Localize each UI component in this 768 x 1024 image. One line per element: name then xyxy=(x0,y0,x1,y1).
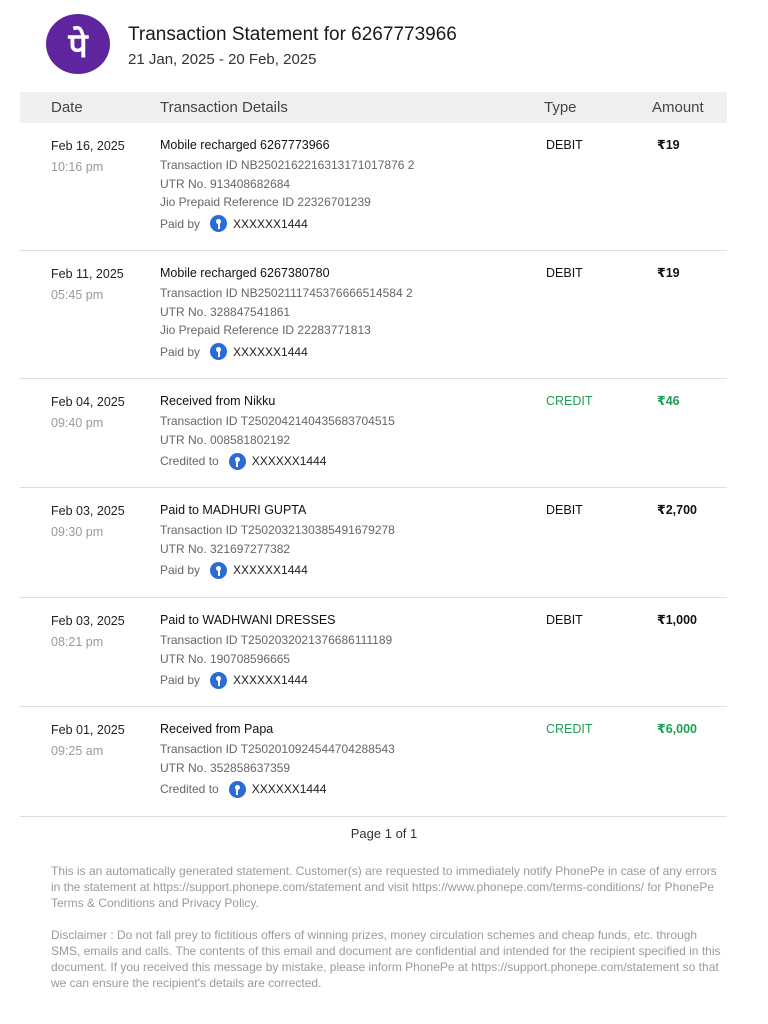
transaction-type: CREDIT xyxy=(546,394,593,408)
transaction-detail-line: UTR No. 321697277382 xyxy=(160,541,291,556)
transaction-date: Feb 16, 2025 xyxy=(51,139,125,153)
column-header-amount: Amount xyxy=(652,99,704,116)
transaction-time: 09:25 am xyxy=(51,744,104,758)
bank-icon xyxy=(210,215,227,232)
transaction-detail-line: Transaction ID NB2502162216313171017876 2 xyxy=(160,158,415,172)
transaction-detail-line: UTR No. 913408682684 xyxy=(160,176,291,191)
transaction-title: Mobile recharged 6267380780 xyxy=(160,266,330,280)
statement-notice: This is an automatically generated statement. Customer(s) are requested to immediately notify PhonePe in case of any errors in the statement at https://support.phonepe.com/statement and visit https://www.phonepe.com/terms-conditions/ for PhonePe Terms & Conditions and Privacy Policy. xyxy=(51,864,717,910)
payment-account-label: Credited to xyxy=(160,454,219,468)
fraud-disclaimer: Disclaimer : Do not fall prey to fictitious offers of winning prizes, money circulation schemes and cheap funds, etc. through SMS, emails and calls. The contents of this email and document are confidential and intended for the recipient specified in this document. If you received this message by mistake, please inform PhonePe at https://support.phonepe.com/statement so that we can ensure the recipient's details are corrected. xyxy=(51,928,721,990)
payment-account xyxy=(160,451,395,471)
transaction-title: Received from Papa xyxy=(160,722,274,736)
transaction-detail-line: Transaction ID T2502010924544704288543 xyxy=(160,742,395,756)
column-header-date: Date xyxy=(51,99,83,116)
payment-account-label: Paid by xyxy=(160,344,201,359)
transaction-row xyxy=(20,379,727,488)
payment-account xyxy=(160,670,392,690)
transaction-amount: ₹6,000 xyxy=(657,722,697,736)
account-number: XXXXXX1444 xyxy=(251,782,327,796)
bank-icon xyxy=(229,781,246,798)
transaction-row xyxy=(20,707,727,817)
transaction-type: DEBIT xyxy=(546,138,583,152)
transaction-type: DEBIT xyxy=(546,266,583,280)
transaction-amount: ₹1,000 xyxy=(657,613,697,627)
transaction-amount: ₹19 xyxy=(657,138,680,152)
account-number: XXXXXX1444 xyxy=(233,216,308,231)
transaction-row xyxy=(20,598,727,707)
transaction-row xyxy=(20,123,727,251)
account-number: XXXXXX1444 xyxy=(233,563,308,577)
transaction-date: Feb 03, 2025 xyxy=(51,504,125,518)
transaction-detail-line: UTR No. 008581802192 xyxy=(160,432,291,447)
transaction-title: Received from Nikku xyxy=(160,394,276,408)
transaction-detail-line: Transaction ID T2502032130385491679278 xyxy=(160,523,395,537)
payment-account xyxy=(160,214,414,234)
transaction-date: Feb 11, 2025 xyxy=(51,267,124,281)
column-header-details: Transaction Details xyxy=(160,99,288,116)
payment-account xyxy=(160,560,395,580)
bank-icon xyxy=(210,562,227,579)
transaction-list xyxy=(20,123,727,817)
page-indicator: Page 1 of 1 xyxy=(350,826,418,841)
transaction-detail-line: UTR No. 352858637359 xyxy=(160,760,291,775)
title-block xyxy=(128,19,457,70)
transaction-detail-line: Transaction ID T2502032021376686111189 xyxy=(160,633,393,647)
transaction-time: 09:40 pm xyxy=(51,416,104,430)
bank-icon xyxy=(229,453,246,470)
transaction-amount: ₹2,700 xyxy=(657,503,697,517)
bank-icon xyxy=(210,672,227,689)
account-number: XXXXXX1444 xyxy=(233,673,308,687)
statement-header xyxy=(46,14,457,74)
transaction-type: CREDIT xyxy=(546,722,593,736)
account-number: XXXXXX1444 xyxy=(233,344,308,359)
payment-account-label: Paid by xyxy=(160,673,201,687)
transaction-amount: ₹19 xyxy=(657,266,680,280)
transaction-details xyxy=(160,393,395,471)
phonepe-logo-icon: पे xyxy=(46,14,110,74)
table-header xyxy=(20,92,727,123)
column-header-type: Type xyxy=(544,99,577,116)
payment-account-label: Paid by xyxy=(160,216,201,231)
transaction-details xyxy=(160,502,395,580)
transaction-time: 08:21 pm xyxy=(51,635,104,649)
transaction-detail-line: UTR No. 190708596665 xyxy=(160,651,291,666)
payment-account xyxy=(160,342,413,362)
payment-account-label: Paid by xyxy=(160,563,201,577)
transaction-time: 09:30 pm xyxy=(51,525,104,539)
transaction-amount: ₹46 xyxy=(657,394,680,408)
statement-date-range: 21 Jan, 2025 - 20 Feb, 2025 xyxy=(128,50,317,68)
payment-account xyxy=(160,779,395,799)
transaction-details xyxy=(160,265,413,362)
transaction-details xyxy=(160,721,395,799)
transaction-details xyxy=(160,612,392,690)
bank-icon xyxy=(210,343,227,360)
transaction-detail-line: UTR No. 328847541861 xyxy=(160,304,291,319)
account-number: XXXXXX1444 xyxy=(251,454,327,468)
transaction-detail-line: Jio Prepaid Reference ID 22326701239 xyxy=(160,195,371,209)
transaction-date: Feb 03, 2025 xyxy=(51,614,125,628)
transaction-row xyxy=(20,251,727,379)
transaction-time: 05:45 pm xyxy=(51,288,104,302)
transaction-type: DEBIT xyxy=(546,503,583,517)
transaction-detail-line: Transaction ID T2502042140435683704515 xyxy=(160,414,395,428)
transaction-detail-line: Transaction ID NB2502111745376666514584 2 xyxy=(160,286,413,300)
transaction-date: Feb 01, 2025 xyxy=(51,723,125,737)
transaction-detail-line: Jio Prepaid Reference ID 22283771813 xyxy=(160,323,371,337)
transaction-title: Paid to MADHURI GUPTA xyxy=(160,503,307,517)
transaction-row xyxy=(20,488,727,598)
transaction-details xyxy=(160,137,414,234)
transaction-type: DEBIT xyxy=(546,613,583,627)
transaction-title: Mobile recharged 6267773966 xyxy=(160,138,330,152)
payment-account-label: Credited to xyxy=(160,782,219,796)
transaction-date: Feb 04, 2025 xyxy=(51,395,125,409)
transaction-time: 10:16 pm xyxy=(51,160,104,174)
transaction-title: Paid to WADHWANI DRESSES xyxy=(160,613,336,627)
statement-title: Transaction Statement for 6267773966 xyxy=(128,23,457,45)
